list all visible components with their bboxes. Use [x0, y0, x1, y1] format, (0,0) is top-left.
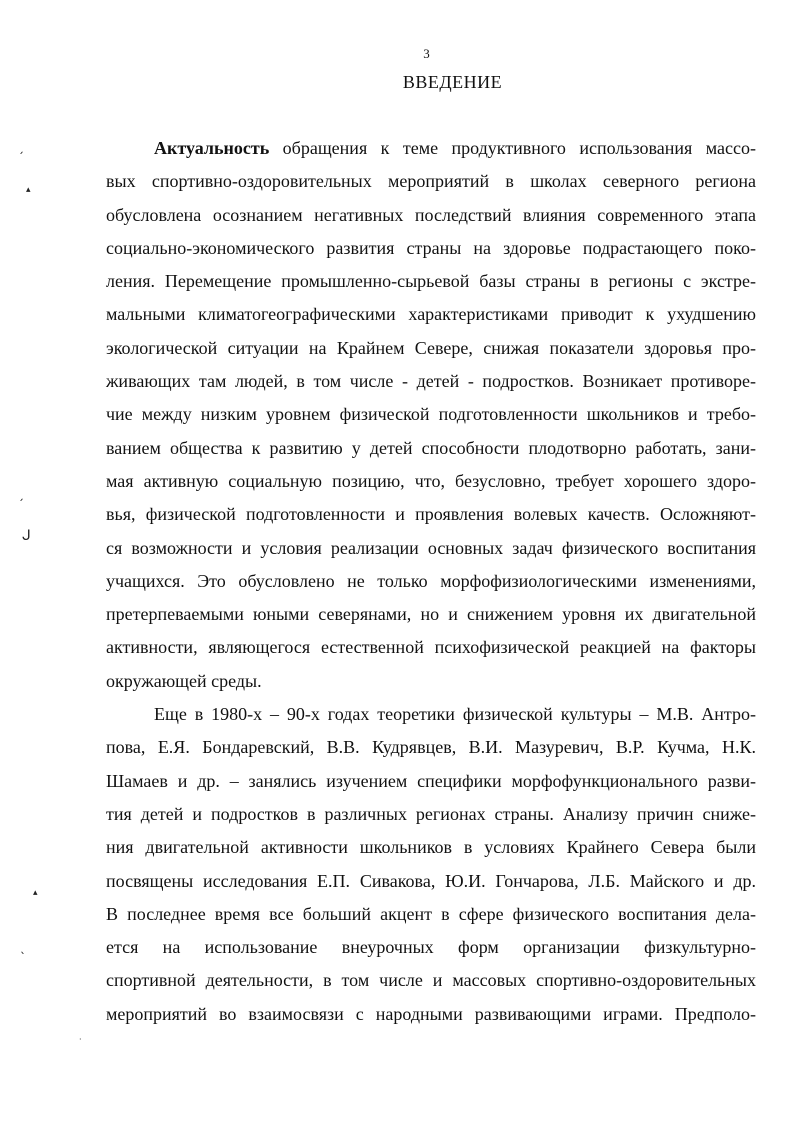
text-line: мероприятий во взаимосвязи с народными развивающими играми. Предполо-	[106, 1003, 756, 1024]
text-line: ления. Перемещение промышленно-сырьевой базы страны в регионы с экстре-	[106, 271, 756, 292]
text-line: мальными климатогеографическими характеристиками приводит к ухудшению	[106, 304, 756, 325]
scan-mark: ˏ	[18, 140, 24, 154]
scan-mark: ˎ	[20, 940, 26, 954]
text-line: учащихся. Это обусловлено не только морфофизиологическими изменениями,	[106, 570, 756, 591]
body-text	[106, 132, 756, 1031]
text-line: вья, физической подготовленности и проявления волевых качеств. Осложняют-	[106, 504, 756, 525]
text-line: спортивной деятельности, в том числе и массовых спортивно-оздоровительных	[106, 970, 756, 991]
text-line: активности, являющегося естественной психофизической реакцией на факторы	[106, 637, 756, 658]
text-line: ется на использование внеурочных форм организации физкультурно-	[106, 937, 756, 958]
text-line: социально-экономического развития страны на здоровье подрастающего поко-	[106, 237, 756, 258]
text-line: Шамаев и др. – занялись изучением специфики морфофункционального разви-	[106, 770, 756, 791]
section-heading: ВВЕДЕНИЕ	[402, 72, 503, 92]
text-line: Еще в 1980-х – 90-х годах теоретики физической культуры – М.В. Антро-	[154, 704, 756, 725]
text-line: мая активную социальную позицию, что, безусловно, требует хорошего здоро-	[106, 470, 756, 491]
bold-lead-word: Актуальность	[154, 138, 270, 158]
text-line: ванием общества к развитию у детей способности плодотворно работать, зани-	[106, 437, 756, 458]
scan-mark: ᒍ	[22, 528, 31, 544]
page-number: 3	[423, 46, 430, 61]
text-line: экологической ситуации на Крайнем Севере, снижая показатели здоровья про-	[106, 337, 756, 358]
text-line: чие между низким уровнем физической подготовленности школьников и требо-	[106, 404, 756, 425]
text-line: ся возможности и условия реализации основных задач физического воспитания	[106, 537, 756, 558]
text-line	[106, 132, 756, 165]
scan-mark: ▴	[33, 888, 38, 898]
text-line: В последнее время все больший акцент в сфере физического воспитания дела-	[106, 903, 756, 924]
text-line: живающих там людей, в том числе - детей - подростков. Возникает противоре-	[106, 371, 756, 392]
text-line: вых спортивно-оздоровительных мероприятий в школах северного региона	[106, 171, 756, 192]
text-fragment: обращения к теме продуктивного использования массо-	[269, 138, 756, 158]
text-line: пова, Е.Я. Бондаревский, В.В. Кудрявцев, В.И. Мазуревич, В.Р. Кучма, Н.К.	[106, 737, 756, 758]
text-line: ния двигательной активности школьников в условиях Крайнего Севера были	[106, 837, 756, 858]
text-line: претерпеваемыми юными северянами, но и снижением уровня их двигательной	[106, 604, 756, 625]
text-line: посвящены исследования Е.П. Сивакова, Ю.И. Гончарова, Л.Б. Майского и др.	[106, 870, 756, 891]
scan-mark: ·	[79, 1035, 82, 1044]
text-line: тия детей и подростков в различных регионах страны. Анализу причин сниже-	[106, 803, 756, 824]
scan-mark: ▴	[26, 185, 31, 195]
text-line: окружающей среды.	[106, 670, 262, 691]
scan-mark: ˏ	[18, 487, 24, 501]
text-line: обусловлена осознанием негативных последствий влияния современного этапа	[106, 204, 756, 225]
